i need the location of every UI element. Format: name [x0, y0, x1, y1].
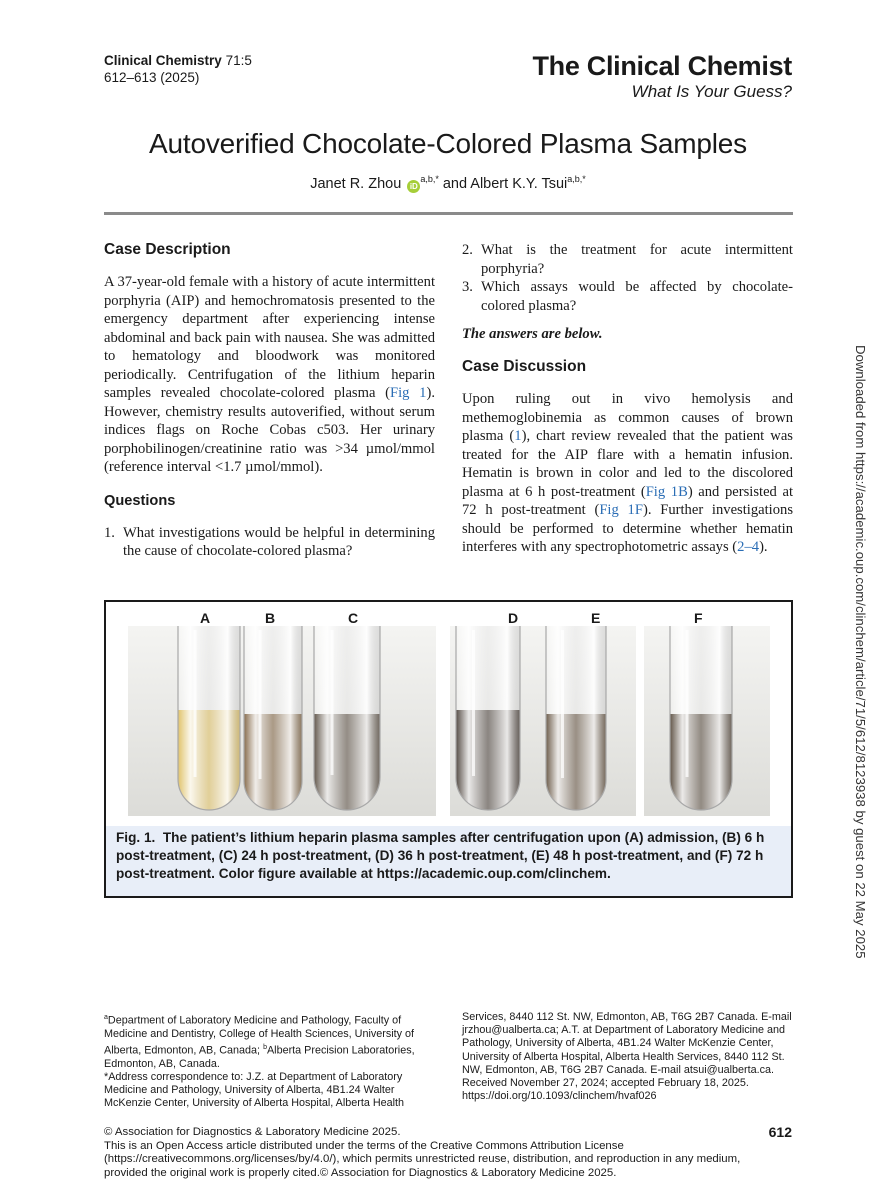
section-header	[532, 50, 792, 102]
ref-1-link[interactable]: 1	[514, 428, 522, 444]
section-title: The Clinical Chemist	[532, 51, 792, 81]
fig1-link[interactable]: Fig 1	[390, 385, 427, 401]
journal-volume: 71:5	[225, 53, 252, 68]
sample-tube-f	[670, 626, 732, 810]
correspondence-address: *Address correspondence to: J.Z. at Department of Laboratory Medicine and Pathology, University of Alberta, 4B1.24 Walter McKenzie Center, University of Alberta Hospital, Alberta Health	[104, 1071, 405, 1110]
correspondence-continued: Services, 8440 112 St. NW, Edmonton, AB, T6G 2B7 Canada. E-mail jrzhou@ualberta.ca; A.T. at Department of Laboratory Medicine and Pathology, University of Alberta, 4B1.24 Walter McKenzie Center, University of Alberta Hospital, Alberta Health Services, 8440 112 St. NW, Edmonton, AB, T6G 2B7 Canada. E-mail atsui@ualberta.ca.	[462, 1011, 792, 1076]
article-title: Autoverified Chocolate-Colored Plasma Samples	[149, 128, 747, 159]
author-2-affil: a,b,*	[567, 174, 586, 184]
caption-text: The patient’s lithium heparin plasma samples after centrifugation upon (A) admission, (B) 6 h post-treatment, (C) 24 h post-treatment, (D) 36 h post-treatment, (E) 48 h post-treatment, and (F) 72 h post-treatment. Color figure available at https://academic.oup.com/clinchem.	[116, 830, 765, 881]
affiliations: $^a$Department of Laboratory Medicine and Pathology, Faculty of Medicine and Dentistry, College of Health Sciences, University of Alberta, Edmonton, AB, Canada; $^b$Alberta Precision Laboratories, Edmonton, AB, Canada.	[104, 1014, 415, 1070]
panel-label-f: F	[694, 610, 703, 626]
journal-pages: 612–613 (2025)	[104, 70, 200, 85]
author-2[interactable]: Albert K.Y. Tsui	[470, 175, 568, 192]
figure-caption	[106, 826, 791, 896]
title-rule	[104, 212, 793, 215]
journal-citation	[104, 52, 252, 86]
sample-tube-d	[456, 626, 520, 810]
copyright-line: © Association for Diagnostics & Laboratory Medicine 2025.	[104, 1126, 401, 1138]
author-list	[0, 174, 896, 193]
caption-label: Fig. 1.	[116, 830, 156, 845]
case-discussion-heading: Case Discussion	[462, 358, 587, 375]
section-subtitle: What Is Your Guess?	[631, 82, 792, 101]
panel-label-c: C	[348, 610, 359, 626]
question-item: 1. What investigations would be helpful in determining the cause of chocolate-colored plasma?	[104, 524, 435, 559]
panel-label-e: E	[591, 610, 601, 626]
sample-tube-a	[178, 626, 240, 810]
fig1f-link[interactable]: Fig 1F	[599, 502, 643, 518]
footnotes-left	[104, 1011, 435, 1111]
panel-label-b: B	[265, 610, 276, 626]
doi-link[interactable]: https://doi.org/10.1093/clinchem/hvaf026	[462, 1090, 657, 1103]
questions-heading: Questions	[104, 492, 176, 509]
license-text: This is an Open Access article distributed under the terms of the Creative Commons Attribution License (https://creativecommons.org/licenses/by/4.0/), which permits unrestricted reuse, distribution, and reproduction in any medium, provided the original work is properly cited.© Association for Diagnostics & Laboratory Medicine 2025.	[104, 1139, 741, 1179]
author-1[interactable]: Janet R. Zhou	[310, 175, 402, 192]
sample-tube-e	[546, 626, 606, 810]
sample-tube-c	[314, 626, 380, 810]
panel-label-a: A	[200, 610, 211, 626]
footnotes-right	[462, 1011, 793, 1103]
question-item: 2. What is the treatment for acute intermittent porphyria?	[462, 242, 793, 277]
case-description-heading: Case Description	[104, 241, 231, 258]
fig1b-link[interactable]: Fig 1B	[645, 483, 688, 500]
case-description-text: A 37-year-old female with a history of acute intermittent porphyria (AIP) and hemochromatosis presented to the emergency department after experiencing intense abdominal and back pain with nausea. She was admitted to hematology and bloodwork was monitored periodically. Centrifugation of the lithium heparin samples revealed chocolate-colored plasma (Fig 1). However, chemistry results autoverified, without serum indices flags on Roche Cobas c503. Her urinary porphobilinogen/creatinine ratio was >34 µmol/mmol (reference interval <1.7 µmol/mmol).	[104, 274, 435, 475]
page-number: 612	[768, 1124, 792, 1140]
figure-photo	[106, 602, 791, 824]
author-1-affil: a,b,*	[420, 174, 439, 184]
received-dates: Received November 27, 2024; accepted February 18, 2025.	[462, 1077, 749, 1090]
orcid-icon[interactable]: iD	[407, 180, 420, 193]
journal-name: Clinical Chemistry	[104, 53, 222, 68]
right-column	[462, 241, 793, 557]
sample-tube-b	[244, 626, 302, 810]
copyright-block	[104, 1126, 744, 1180]
panel-label-d: D	[508, 610, 519, 626]
answers-note: The answers are below.	[462, 326, 603, 342]
ref-2-4-link[interactable]: 2–4	[737, 539, 760, 555]
author-conjunction: and	[438, 175, 471, 192]
left-column	[104, 241, 435, 561]
case-discussion-text: Upon ruling out in vivo hemolysis and methemoglobinemia as common causes of brown plasma (1), chart review revealed that the patient was treated for the AIP flare with a hematin infusion. Hematin is brown in color and led to the discolored plasma at 6 h post-treatment (Fig 1B) and persisted at 72 h post-treatment (Fig 1F). Further investigations should be performed to determine whether hematin interferes with any spectrophotometric assays (2–4).	[462, 391, 793, 555]
question-item: 3. Which assays would be affected by chocolate-colored plasma?	[462, 279, 793, 314]
download-watermark: Downloaded from https://academic.oup.com/clinchem/article/71/5/612/8123938 by guest on 22 May 2025	[853, 345, 868, 959]
